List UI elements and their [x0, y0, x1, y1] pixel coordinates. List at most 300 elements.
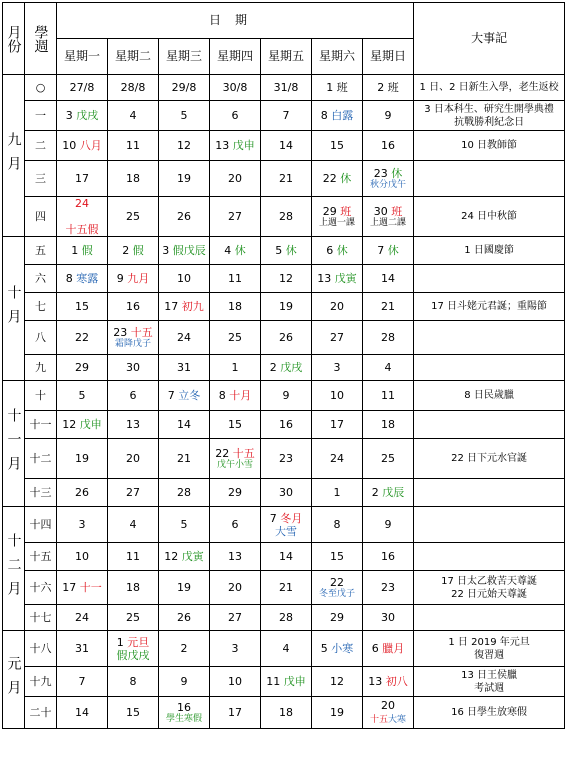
day-number: 13 — [368, 675, 386, 688]
day-number: 4 — [384, 361, 392, 374]
day-annotation: 假戊辰 — [172, 244, 206, 257]
day-number: 28 — [279, 210, 293, 223]
event-text: 24 日中秋節 — [461, 211, 518, 222]
day-annotation: 學生寒假 — [165, 713, 202, 724]
day-cell — [363, 605, 414, 631]
day-cell — [312, 571, 363, 605]
day-cell — [57, 293, 108, 321]
day-number: 2 — [269, 361, 281, 374]
day-annotation: 十月 — [229, 389, 252, 402]
day-cell — [363, 265, 414, 293]
day-cell — [363, 697, 414, 729]
day-number: 16 — [381, 550, 396, 563]
day-cell — [312, 439, 363, 479]
event-cell — [414, 411, 565, 439]
month-label: 元月 — [3, 631, 25, 729]
day-number: 1 班 — [326, 81, 348, 94]
day-number: 30/8 — [222, 81, 248, 94]
day-number: 8 — [333, 518, 341, 531]
week-number: 二 — [25, 131, 57, 161]
day-cell — [312, 667, 363, 697]
day-cell — [57, 161, 108, 197]
day-number: 3 — [65, 109, 77, 122]
day-annotation: 霜降戊子 — [114, 338, 151, 349]
week-row — [3, 697, 565, 729]
week-row — [3, 631, 565, 667]
day-cell — [312, 605, 363, 631]
day-number: 16 — [126, 300, 140, 313]
day-cell — [363, 321, 414, 355]
week-number: 十一 — [25, 411, 57, 439]
day-cell — [108, 667, 159, 697]
day-cell — [108, 479, 159, 507]
day-annotation: 24 — [75, 197, 89, 210]
day-number: 14 — [177, 418, 191, 431]
day-cell — [57, 479, 108, 507]
day-number: 13 — [317, 272, 335, 285]
event-text: 復習週 — [474, 649, 505, 661]
event-cell — [414, 667, 565, 697]
day-number: 8 — [129, 675, 137, 688]
event-cell — [414, 697, 565, 729]
day-number: 27/8 — [69, 81, 95, 94]
day-number: 9 — [384, 109, 392, 122]
day-number: 21 — [177, 452, 191, 465]
day-cell — [108, 355, 159, 381]
day-number: 9 — [180, 675, 188, 688]
day-number: 16 — [177, 700, 191, 714]
day-number: 7 — [78, 675, 86, 688]
day-number: 10 — [75, 550, 89, 563]
day-number: 13 — [215, 139, 233, 152]
day-number: 19 — [177, 172, 191, 185]
header-week: 學週 — [25, 3, 57, 75]
day-number: 8 — [320, 109, 332, 122]
day-number: 17 — [330, 418, 344, 431]
week-number: ○ — [25, 75, 57, 101]
week-row — [3, 381, 565, 411]
event-cell — [414, 571, 565, 605]
week-number: 十七 — [25, 605, 57, 631]
week-number: 十二 — [25, 439, 57, 479]
day-annotation: 十一 — [79, 581, 102, 594]
day-cell — [363, 631, 414, 667]
event-cell — [414, 543, 565, 571]
day-cell — [261, 667, 312, 697]
header-day: 星期三 — [159, 39, 210, 75]
event-text: 8 日民歲臘 — [464, 390, 514, 401]
day-number: 28 — [279, 611, 293, 624]
event-text: 22 日下元水官誕 — [451, 453, 528, 464]
day-number: 26 — [279, 331, 293, 344]
week-row — [3, 197, 565, 237]
day-cell — [210, 571, 261, 605]
day-number: 28 — [381, 331, 396, 344]
day-cell — [261, 631, 312, 667]
week-row — [3, 543, 565, 571]
month-label: 十一月 — [3, 381, 25, 507]
day-number: 27 — [228, 611, 242, 624]
week-row — [3, 479, 565, 507]
day-number: 17 — [75, 172, 89, 185]
day-cell — [363, 293, 414, 321]
day-number: 3 — [333, 361, 341, 374]
day-cell — [210, 293, 261, 321]
day-cell — [210, 667, 261, 697]
day-annotation: 冬月 — [280, 511, 303, 525]
day-cell — [57, 237, 108, 265]
day-number: 5 — [180, 109, 188, 122]
day-cell — [159, 197, 210, 237]
day-cell — [210, 507, 261, 543]
day-number: 11 — [381, 389, 396, 402]
day-number: 22 — [215, 446, 233, 460]
day-cell — [57, 543, 108, 571]
day-number: 10 — [228, 675, 242, 688]
day-cell — [159, 543, 210, 571]
event-cell — [414, 131, 565, 161]
event-text: 1 日、2 日新生入學，老生返校 — [419, 82, 559, 93]
day-number: 12 — [279, 272, 293, 285]
week-row — [3, 265, 565, 293]
day-number: 21 — [279, 172, 293, 185]
day-number: 17 — [228, 706, 242, 719]
day-cell — [57, 507, 108, 543]
day-cell — [261, 381, 312, 411]
day-cell — [159, 479, 210, 507]
day-number: 7 — [377, 244, 388, 257]
day-number: 27 — [330, 331, 344, 344]
day-cell — [108, 605, 159, 631]
day-annotation: 白露 — [331, 109, 354, 122]
event-cell — [414, 605, 565, 631]
day-cell — [210, 355, 261, 381]
day-annotation: 十五假 — [65, 223, 99, 236]
day-cell — [261, 75, 312, 101]
day-annotation: 戊寅 — [334, 272, 357, 285]
day-cell — [108, 265, 159, 293]
day-annotation: 戊午小雪 — [216, 459, 253, 470]
day-cell — [261, 507, 312, 543]
day-cell — [159, 355, 210, 381]
day-number: 6 — [129, 389, 137, 402]
day-number: 11 — [228, 272, 242, 285]
event-cell — [414, 355, 565, 381]
day-cell — [159, 571, 210, 605]
header-day: 星期六 — [312, 39, 363, 75]
day-number: 6 — [326, 244, 337, 257]
day-cell — [108, 381, 159, 411]
day-annotation: 初九 — [181, 300, 204, 313]
week-row — [3, 667, 565, 697]
day-cell — [210, 439, 261, 479]
day-annotation: 秋分戊午 — [370, 179, 407, 190]
day-number: 12 — [177, 139, 191, 152]
day-number: 20 — [228, 581, 242, 594]
day-cell — [57, 667, 108, 697]
day-cell — [261, 697, 312, 729]
day-cell — [312, 293, 363, 321]
day-annotation: 十五 — [370, 714, 389, 725]
day-number: 3 — [162, 244, 173, 257]
day-cell — [57, 411, 108, 439]
day-cell — [108, 293, 159, 321]
day-number: 25 — [381, 452, 396, 465]
day-number: 1 — [231, 361, 239, 374]
day-cell — [363, 237, 414, 265]
day-cell — [210, 197, 261, 237]
day-number: 24 — [177, 331, 191, 344]
day-cell — [312, 355, 363, 381]
day-number: 25 — [228, 331, 242, 344]
event-cell — [414, 161, 565, 197]
header-date: 日期 — [57, 3, 414, 39]
day-number: 15 — [330, 139, 344, 152]
day-number: 4 — [224, 244, 235, 257]
day-annotation: 元旦 — [127, 635, 150, 649]
day-number: 29 — [75, 361, 89, 374]
day-number: 31 — [177, 361, 191, 374]
day-cell — [312, 75, 363, 101]
day-cell — [210, 605, 261, 631]
header-day: 星期四 — [210, 39, 261, 75]
day-number: 29 — [330, 611, 344, 624]
day-annotation: 十五 — [130, 325, 153, 339]
event-text: 16 日學生放寒假 — [451, 707, 528, 718]
day-number: 14 — [279, 139, 293, 152]
day-annotation: 臘月 — [382, 642, 405, 655]
day-cell — [108, 197, 159, 237]
day-cell — [363, 571, 414, 605]
day-annotation: 休 — [387, 244, 399, 257]
day-cell — [159, 101, 210, 131]
day-cell — [57, 381, 108, 411]
day-number: 20 — [330, 300, 344, 313]
day-number: 4 — [129, 518, 137, 531]
day-cell — [57, 571, 108, 605]
day-cell — [363, 411, 414, 439]
day-cell — [210, 161, 261, 197]
day-number: 15 — [228, 418, 242, 431]
day-cell — [108, 439, 159, 479]
week-number: 五 — [25, 237, 57, 265]
week-number: 三 — [25, 161, 57, 197]
day-number: 27 — [126, 486, 140, 499]
day-number: 23 — [373, 166, 392, 180]
day-number: 1 — [71, 244, 82, 257]
day-number: 30 — [381, 611, 396, 624]
day-cell — [108, 697, 159, 729]
day-number: 15 — [126, 706, 140, 719]
day-cell — [363, 507, 414, 543]
day-number: 13 — [126, 418, 140, 431]
day-annotation: 八月 — [79, 139, 102, 152]
school-calendar-table — [2, 2, 565, 729]
day-number: 29/8 — [171, 81, 197, 94]
day-number: 7 — [167, 389, 179, 402]
day-number: 6 — [231, 518, 239, 531]
event-cell — [414, 631, 565, 667]
week-number: 七 — [25, 293, 57, 321]
week-number: 十六 — [25, 571, 57, 605]
day-cell — [312, 161, 363, 197]
day-number: 1 — [333, 486, 341, 499]
day-number: 14 — [279, 550, 293, 563]
week-row — [3, 439, 565, 479]
day-number: 22 — [75, 331, 89, 344]
day-annotation: 休 — [285, 244, 297, 257]
day-annotation: 十五 — [232, 446, 255, 460]
day-number: 12 — [330, 675, 344, 688]
day-cell — [210, 101, 261, 131]
day-number: 18 — [279, 706, 293, 719]
day-annotation: 戊辰 — [382, 486, 405, 499]
day-number: 16 — [279, 418, 293, 431]
day-annotation: 班 — [340, 204, 352, 218]
day-number: 28 — [177, 486, 191, 499]
day-cell — [57, 265, 108, 293]
header-day: 星期一 — [57, 39, 108, 75]
day-cell — [210, 381, 261, 411]
day-cell — [363, 355, 414, 381]
day-annotation: 假戊戌 — [116, 648, 150, 662]
day-cell — [261, 605, 312, 631]
day-number: 2 — [122, 244, 133, 257]
day-cell — [363, 101, 414, 131]
day-cell — [108, 321, 159, 355]
day-number: 10 — [62, 139, 80, 152]
day-number: 7 — [282, 109, 290, 122]
day-cell — [159, 667, 210, 697]
event-text: 13 日王侯臘 — [461, 669, 518, 681]
week-row — [3, 321, 565, 355]
day-annotation: 休 — [340, 172, 352, 185]
day-cell — [363, 131, 414, 161]
day-cell — [363, 161, 414, 197]
day-cell — [312, 631, 363, 667]
day-cell — [159, 131, 210, 161]
day-cell — [57, 631, 108, 667]
event-cell — [414, 265, 565, 293]
day-cell — [261, 101, 312, 131]
day-annotation: 戊申 — [232, 139, 255, 152]
day-cell — [363, 667, 414, 697]
event-text: 1 日國慶節 — [464, 245, 514, 256]
event-text: 考試週 — [474, 682, 505, 694]
day-annotation: 大雪 — [275, 524, 297, 538]
week-number: 六 — [25, 265, 57, 293]
week-row — [3, 101, 565, 131]
day-number: 30 — [373, 204, 392, 218]
day-cell — [210, 265, 261, 293]
header-month: 月份 — [3, 3, 25, 75]
day-cell — [210, 321, 261, 355]
day-number: 4 — [282, 642, 290, 655]
day-cell — [159, 237, 210, 265]
day-number: 7 — [269, 511, 281, 525]
day-cell — [261, 161, 312, 197]
week-number: 十四 — [25, 507, 57, 543]
day-number: 29 — [228, 486, 242, 499]
day-cell — [159, 411, 210, 439]
day-cell — [108, 75, 159, 101]
day-cell — [363, 439, 414, 479]
day-number: 31 — [75, 642, 89, 655]
day-annotation: 戊寅 — [181, 550, 204, 563]
day-number: 3 — [78, 518, 86, 531]
day-cell — [312, 543, 363, 571]
day-number: 16 — [381, 139, 396, 152]
day-number: 12 — [164, 550, 182, 563]
day-cell — [210, 697, 261, 729]
day-cell — [159, 75, 210, 101]
event-cell — [414, 479, 565, 507]
day-number: 19 — [75, 452, 89, 465]
day-annotation: 休 — [391, 166, 403, 180]
day-number: 22 — [330, 575, 344, 589]
day-cell — [108, 507, 159, 543]
day-cell — [159, 265, 210, 293]
day-cell — [108, 571, 159, 605]
day-number: 17 — [164, 300, 182, 313]
day-cell — [312, 381, 363, 411]
day-cell — [159, 381, 210, 411]
day-number: 上週二課 — [370, 217, 407, 228]
week-row — [3, 75, 565, 101]
header-day: 星期日 — [363, 39, 414, 75]
day-cell — [57, 355, 108, 381]
day-cell — [261, 293, 312, 321]
day-annotation: 小寒 — [331, 642, 354, 655]
day-number: 18 — [381, 418, 396, 431]
day-cell — [312, 131, 363, 161]
day-cell — [108, 237, 159, 265]
day-annotation: 班 — [391, 204, 403, 218]
day-cell — [312, 265, 363, 293]
day-cell — [261, 411, 312, 439]
event-text: 10 日教師節 — [461, 140, 518, 151]
day-number: 18 — [126, 172, 140, 185]
day-cell — [108, 131, 159, 161]
day-cell — [108, 101, 159, 131]
day-number: 6 — [231, 109, 239, 122]
day-cell — [57, 605, 108, 631]
day-cell — [159, 605, 210, 631]
day-cell — [312, 237, 363, 265]
day-number: 12 — [62, 418, 80, 431]
day-annotation: 寒露 — [76, 272, 99, 285]
day-number: 18 — [228, 300, 242, 313]
day-number: 23 — [113, 325, 131, 339]
day-cell — [363, 197, 414, 237]
day-number: 20 — [126, 452, 140, 465]
day-annotation: 假 — [81, 244, 93, 257]
day-number: 8 — [218, 389, 230, 402]
day-number: 10 — [177, 272, 191, 285]
event-cell — [414, 197, 565, 237]
event-text: 抗戰勝利紀念日 — [454, 116, 525, 128]
day-number: 11 — [266, 675, 284, 688]
event-text: 17 日太乙救苦天尊誕 — [441, 575, 538, 587]
day-number: 20 — [381, 698, 396, 712]
day-number: 26 — [75, 486, 89, 499]
event-text: 17 日斗姥元君誕；重陽節 — [431, 301, 548, 312]
day-cell — [363, 75, 414, 101]
day-cell — [261, 355, 312, 381]
week-row — [3, 605, 565, 631]
week-number: 九 — [25, 355, 57, 381]
week-number: 十 — [25, 381, 57, 411]
